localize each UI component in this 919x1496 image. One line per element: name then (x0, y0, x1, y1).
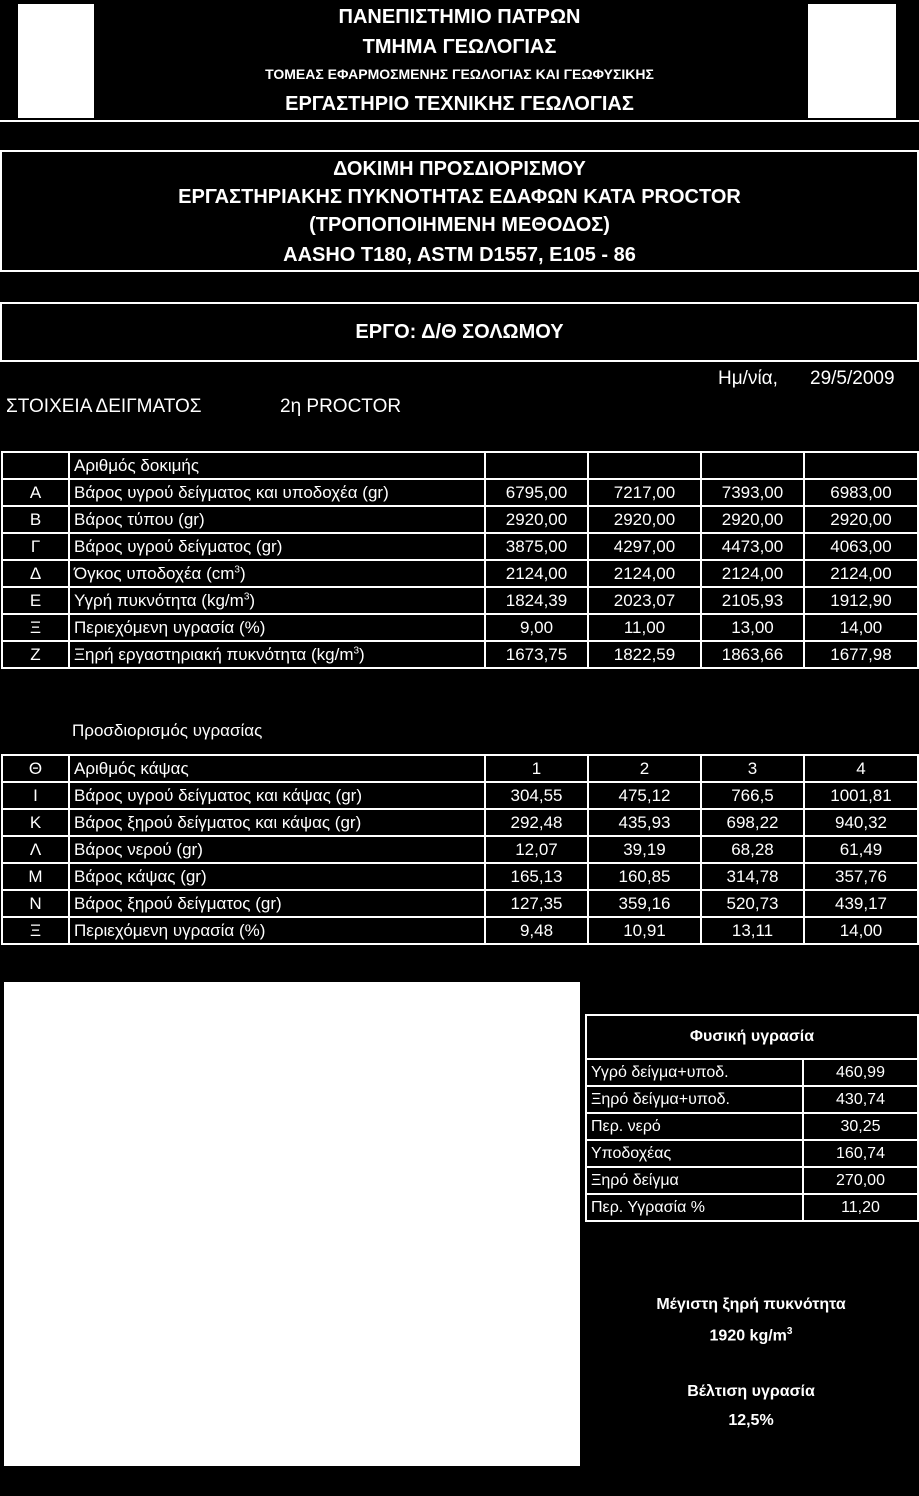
table-cell: 1863,66 (701, 641, 804, 668)
sector-name: ΤΟΜΕΑΣ ΕΦΑΡΜΟΣΜΕΝΗΣ ΓΕΩΛΟΓΙΑΣ ΚΑΙ ΓΕΩΦΥΣΙΚΗΣ (265, 66, 654, 82)
table-cell: 2023,07 (588, 587, 701, 614)
row-label (69, 533, 485, 560)
table-cell: 1822,59 (588, 641, 701, 668)
table-cell: 430,74 (803, 1086, 918, 1113)
table-cell: 2124,00 (485, 560, 588, 587)
natural-moisture-title: Φυσική υγρασία (586, 1015, 918, 1059)
table-cell (804, 452, 918, 479)
table-cell: 3875,00 (485, 533, 588, 560)
test-title-line4: AASHO T180, ASTM D1557, E105 - 86 (283, 244, 636, 266)
max-dry-density-sup: 3 (786, 1326, 793, 1337)
table-cell: 160,74 (803, 1140, 918, 1167)
table-cell: 12,07 (485, 836, 588, 863)
project-box (0, 302, 919, 362)
table-cell: 4473,00 (701, 533, 804, 560)
table-row (586, 1086, 918, 1113)
table-cell: 1673,75 (485, 641, 588, 668)
row-label: Περιεχόμενη υγρασία (%) (69, 917, 485, 944)
max-dry-density-number: 1920 kg/m (709, 1327, 787, 1345)
table-cell: 3 (701, 755, 804, 782)
table-cell (701, 452, 804, 479)
moisture-section-title: Προσδιορισμός υγρασίας (72, 721, 263, 740)
table-cell: 2124,00 (701, 560, 804, 587)
table-cell: 1677,98 (804, 641, 918, 668)
university-name: ΠΑΝΕΠΙΣΤΗΜΙΟ ΠΑΤΡΩΝ (338, 6, 581, 28)
row-letter: Ε (2, 587, 69, 614)
table-cell: 1912,90 (804, 587, 918, 614)
laboratory-name: ΕΡΓΑΣΤΗΡΙΟ ΤΕΧΝΙΚΗΣ ΓΕΩΛΟΓΙΑΣ (285, 93, 634, 115)
max-dry-density-value (585, 1326, 917, 1345)
table-cell: 520,73 (701, 890, 804, 917)
table-cell: 2920,00 (485, 506, 588, 533)
header-box (0, 0, 919, 122)
row-label: Υποδοχέας (586, 1140, 803, 1167)
table-cell: 11,20 (803, 1194, 918, 1221)
table-row (586, 1167, 918, 1194)
sample-label: ΣΤΟΙΧΕΙΑ ΔΕΙΓΜΑΤΟΣ (6, 396, 202, 417)
row-label: Βάρος ξηρού δείγματος και κάψας (gr) (69, 809, 485, 836)
optimum-moisture-label: Βέλτιση υγρασία (687, 1383, 815, 1400)
table-cell: 61,49 (804, 836, 918, 863)
row-label-sup: 3 (353, 644, 360, 656)
table-cell: 39,19 (588, 836, 701, 863)
row-letter: Μ (2, 863, 69, 890)
table-cell: 2920,00 (701, 506, 804, 533)
max-dry-density-label: Μέγιστη ξηρή πυκνότητα (656, 1296, 846, 1313)
table-cell: 13,00 (701, 614, 804, 641)
table-cell: 9,00 (485, 614, 588, 641)
table-cell: 698,22 (701, 809, 804, 836)
test-title-box (0, 150, 919, 272)
table-row (2, 755, 918, 782)
row-letter: Ν (2, 890, 69, 917)
table-row (2, 890, 918, 917)
table-cell: 2105,93 (701, 587, 804, 614)
row-label: Περ. Υγρασία % (586, 1194, 803, 1221)
table-cell: 11,00 (588, 614, 701, 641)
date-label: Ημ/νία, (718, 368, 778, 389)
table-cell: 4063,00 (804, 533, 918, 560)
row-label-suffix: ) (239, 563, 246, 583)
row-label-sup: 3 (243, 590, 250, 602)
table-row (2, 836, 918, 863)
table-row (2, 641, 918, 668)
row-label (69, 614, 485, 641)
row-label (69, 587, 485, 614)
table-cell: 13,11 (701, 917, 804, 944)
table-cell: 7217,00 (588, 479, 701, 506)
row-label (69, 506, 485, 533)
table-cell: 292,48 (485, 809, 588, 836)
table-row (2, 917, 918, 944)
row-label-suffix: ) (249, 590, 256, 610)
table-cell: 1824,39 (485, 587, 588, 614)
table-cell: 7393,00 (701, 479, 804, 506)
natural-moisture-table (585, 1014, 919, 1222)
test-title-line1: ΔΟΚΙΜΗ ΠΡΟΣΔΙΟΡΙΣΜΟΥ (333, 158, 586, 180)
row-label: Ξηρό δείγμα (586, 1167, 803, 1194)
table-row (2, 614, 918, 641)
table-cell (588, 452, 701, 479)
row-letter: Ξ (2, 917, 69, 944)
optimum-moisture-value: 12,5% (728, 1412, 774, 1429)
table-cell: 766,5 (701, 782, 804, 809)
table-cell: 127,35 (485, 890, 588, 917)
table-cell: 2920,00 (804, 506, 918, 533)
row-label-suffix: ) (359, 644, 365, 664)
row-label: Περ. νερό (586, 1113, 803, 1140)
table-cell: 160,85 (588, 863, 701, 890)
table-cell: 2124,00 (588, 560, 701, 587)
table-row (586, 1113, 918, 1140)
table-row (2, 587, 918, 614)
department-name: ΤΜΗΜΑ ΓΕΩΛΟΓΙΑΣ (362, 36, 557, 58)
table-cell: 270,00 (803, 1167, 918, 1194)
row-letter: Λ (2, 836, 69, 863)
row-letter: Ζ (2, 641, 69, 668)
table-row (2, 479, 918, 506)
table-cell: 435,93 (588, 809, 701, 836)
table-cell: 6983,00 (804, 479, 918, 506)
table-cell: 14,00 (804, 917, 918, 944)
row-letter: Θ (2, 755, 69, 782)
proctor-table (1, 451, 919, 669)
row-label: Βάρος ξηρού δείγματος (gr) (69, 890, 485, 917)
table-cell: Αριθμός δοκιμής (69, 452, 485, 479)
row-letter: Κ (2, 809, 69, 836)
row-label: Βάρος υγρού δείγματος και κάψας (gr) (69, 782, 485, 809)
table-header-row (2, 452, 918, 479)
table-cell: 475,12 (588, 782, 701, 809)
table-row (586, 1194, 918, 1221)
row-label-text: Βάρος τύπου (gr) (74, 509, 205, 529)
table-row (586, 1140, 918, 1167)
table-row (586, 1059, 918, 1086)
moisture-table (1, 754, 919, 945)
table-row (2, 782, 918, 809)
table-cell: 165,13 (485, 863, 588, 890)
date-value: 29/5/2009 (810, 368, 895, 389)
project-name: ΕΡΓΟ: Δ/Θ ΣΟΛΩΜΟΥ (355, 321, 564, 343)
table-cell: 6795,00 (485, 479, 588, 506)
row-letter: Ι (2, 782, 69, 809)
table-cell: 4297,00 (588, 533, 701, 560)
row-label-text: Βάρος υγρού δείγματος (gr) (74, 536, 283, 556)
row-label (69, 641, 485, 668)
table-cell: 304,55 (485, 782, 588, 809)
test-title-line2: ΕΡΓΑΣΤΗΡΙΑΚΗΣ ΠΥΚΝΟΤΗΤΑΣ ΕΔΑΦΩΝ ΚΑΤΑ PROCTOR (178, 186, 741, 208)
table-cell: 1001,81 (804, 782, 918, 809)
table-cell: 357,76 (804, 863, 918, 890)
row-label (69, 560, 485, 587)
table-cell: 10,91 (588, 917, 701, 944)
table-row (2, 560, 918, 587)
natural-moisture-title-row (586, 1015, 918, 1059)
table-cell: 68,28 (701, 836, 804, 863)
row-label-text: Βάρος υγρού δείγματος και υποδοχέα (gr) (74, 482, 389, 502)
sample-value: 2η PROCTOR (280, 396, 402, 417)
row-label-text: Ξηρή εργαστηριακή πυκνότητα (kg/m (74, 644, 354, 664)
test-title-line3: (ΤΡΟΠΟΠΟΙΗΜΕΝΗ ΜΕΘΟΔΟΣ) (309, 214, 610, 236)
row-label: Βάρος κάψας (gr) (69, 863, 485, 890)
table-cell: 314,78 (701, 863, 804, 890)
table-row (2, 863, 918, 890)
row-letter: Γ (2, 533, 69, 560)
table-cell: 2 (588, 755, 701, 782)
table-cell: 9,48 (485, 917, 588, 944)
table-cell: 2124,00 (804, 560, 918, 587)
row-label: Αριθμός κάψας (69, 755, 485, 782)
row-label-text: Υγρή πυκνότητα (kg/m (74, 590, 244, 610)
table-cell: 30,25 (803, 1113, 918, 1140)
table-cell: 2920,00 (588, 506, 701, 533)
table-cell: 439,17 (804, 890, 918, 917)
table-cell: 14,00 (804, 614, 918, 641)
table-cell: 940,32 (804, 809, 918, 836)
row-letter: Α (2, 479, 69, 506)
row-label-text: Όγκος υποδοχέα (cm (74, 563, 235, 583)
row-label: Βάρος νερού (gr) (69, 836, 485, 863)
chart-area (4, 982, 580, 1466)
row-label-text: Περιεχόμενη υγρασία (%) (74, 617, 266, 637)
table-cell: 460,99 (803, 1059, 918, 1086)
row-label (69, 479, 485, 506)
table-cell: 359,16 (588, 890, 701, 917)
row-letter: Δ (2, 560, 69, 587)
row-label-sup: 3 (234, 563, 240, 575)
row-label: Υγρό δείγμα+υποδ. (586, 1059, 803, 1086)
table-cell: 1 (485, 755, 588, 782)
table-row (2, 809, 918, 836)
table-cell (2, 452, 69, 479)
table-cell: 4 (804, 755, 918, 782)
row-letter: Β (2, 506, 69, 533)
table-row (2, 506, 918, 533)
row-letter: Ξ (2, 614, 69, 641)
table-cell (485, 452, 588, 479)
table-row (2, 533, 918, 560)
row-label: Ξηρό δείγμα+υποδ. (586, 1086, 803, 1113)
